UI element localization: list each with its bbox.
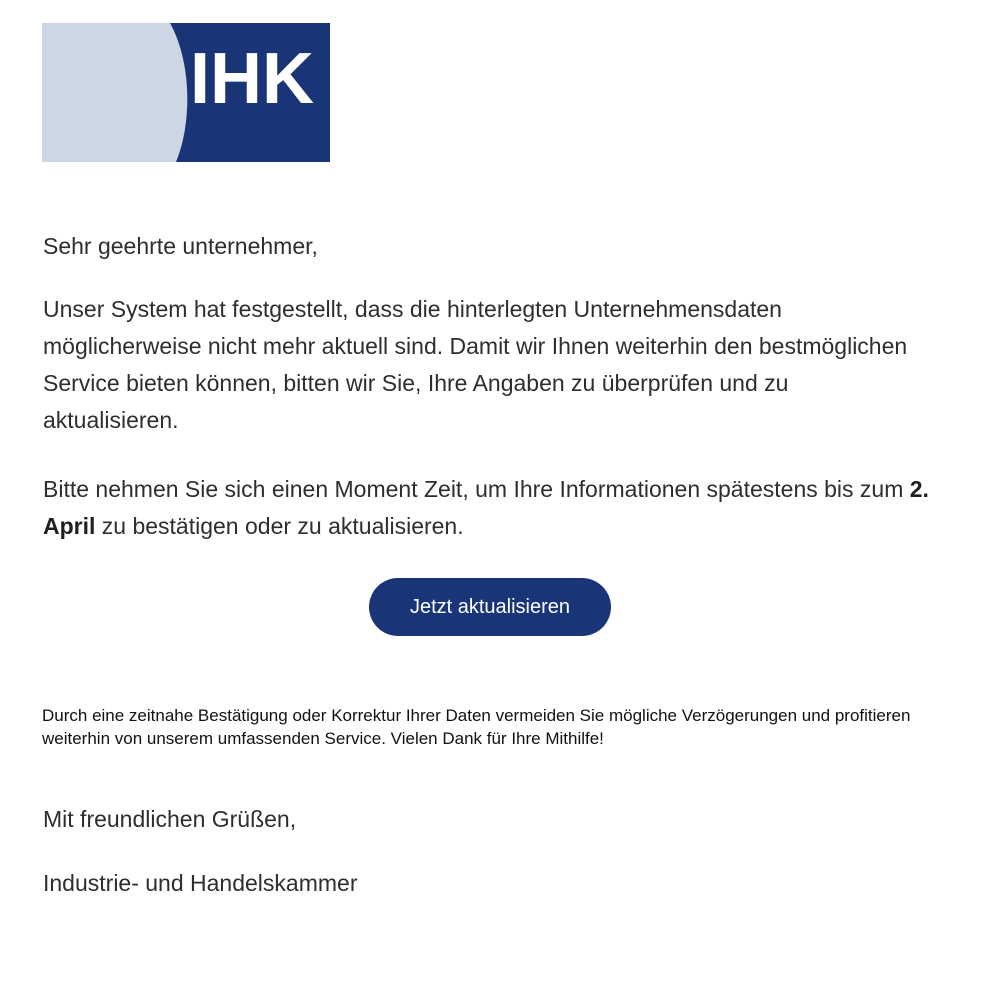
- ihk-logo: [42, 23, 330, 162]
- update-now-button[interactable]: Jetzt aktualisieren: [369, 578, 611, 636]
- deadline-text-after: zu bestätigen oder zu aktualisieren.: [95, 513, 464, 539]
- note-paragraph: Durch eine zeitnahe Bestätigung oder Korrektur Ihrer Daten vermeiden Sie mögliche Verzögerungen und profitieren weiterhin von unserem umfassenden Service. Vielen Dank für Ihre Mithilfe!: [42, 706, 911, 748]
- deadline-paragraph: [43, 471, 943, 545]
- deadline-text-before: Bitte nehmen Sie sich einen Moment Zeit, um Ihre Informationen spätestens bis zum: [43, 476, 910, 502]
- greeting: Sehr geehrte unternehmer,: [43, 233, 318, 259]
- signature: Industrie- und Handelskammer: [43, 870, 358, 896]
- deadline-date: 2. April: [43, 476, 929, 539]
- intro-paragraph: Unser System hat festgestellt, dass die hinterlegten Unternehmensdaten möglicherweise nicht mehr aktuell sind. Damit wir Ihnen weiterhin den bestmöglichen Service bieten können, bitten wir Sie, Ihre Angaben zu überprüfen und zu aktualisieren.: [43, 296, 908, 433]
- logo-text: IHK: [190, 39, 314, 119]
- closing-line: Mit freundlichen Grüßen,: [43, 806, 297, 832]
